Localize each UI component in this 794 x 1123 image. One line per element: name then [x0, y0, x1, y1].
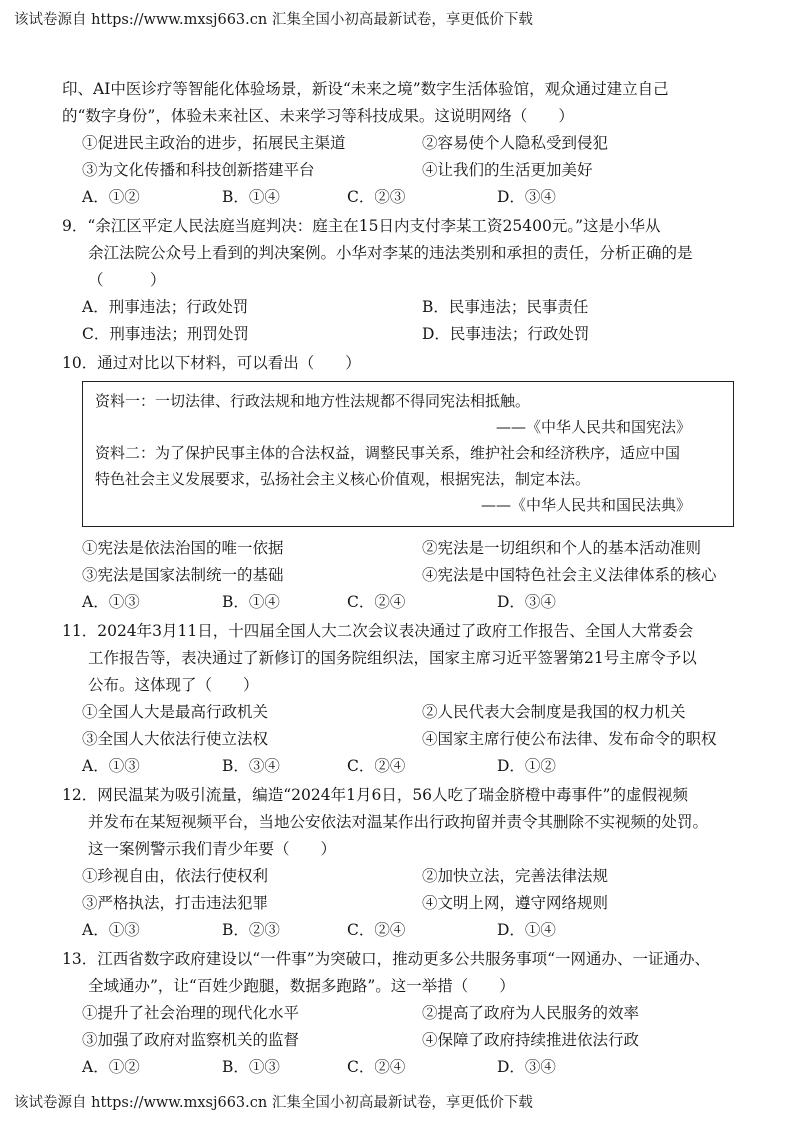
statement-1: ①全国人大是最高行政机关 [82, 703, 269, 721]
statement-3: ③加强了政府对监察机关的监督 [82, 1031, 300, 1049]
footer-watermark-banner: 该试卷源自 https://www.mxsj663.cn 汇集全国小初高最新试卷，享更低价下载 [14, 1095, 533, 1111]
choice-a: A．①③ [82, 593, 140, 611]
choice-a: A．刑事违法；行政处罚 [82, 298, 249, 316]
statement-2: ②提高了政府为人民服务的效率 [422, 1004, 640, 1022]
choice-b: B．③④ [222, 757, 280, 775]
question-12-stem-line-3: 这一案例警示我们青少年要（ ） [88, 840, 337, 858]
statement-4: ④国家主席行使公布法律、发布命令的职权 [422, 730, 717, 748]
question-10 [62, 350, 752, 616]
statement-1: ①促进民主政治的进步，拓展民主渠道 [82, 134, 346, 152]
question-12-stem-line-1: 12．网民温某为吸引流量，编造“2024年1月6日，56人吃了瑞金脐橙中毒事件”的虚假视频 [62, 786, 688, 804]
choice-b: B．民事违法；民事责任 [422, 298, 589, 316]
question-8-statements [62, 130, 752, 184]
question-11 [62, 618, 752, 780]
choice-a: A．①③ [82, 921, 140, 939]
question-12-stem-line-2: 并发布在某短视频平台，当地公安依法对温某作出行政拘留并责令其删除不实视频的处罚。 [88, 813, 709, 831]
question-12-choices [62, 917, 752, 944]
choice-c: C．②④ [347, 757, 406, 775]
question-8 [62, 76, 752, 211]
statement-4: ④宪法是中国特色社会主义法律体系的核心 [422, 566, 717, 584]
question-12-statements [62, 863, 752, 917]
statement-1: ①提升了社会治理的现代化水平 [82, 1004, 300, 1022]
question-11-stem-line-3: 公布。这体现了（ ） [88, 676, 259, 694]
question-8-stem-line-2: 的“数字身份”，体验未来社区、未来学习等科技成果。这说明网络（ ） [62, 107, 574, 125]
question-10-choices [62, 589, 752, 616]
choice-c: C．②④ [347, 593, 406, 611]
statement-1: ①珍视自由，依法行使权利 [82, 867, 269, 885]
statement-2: ②人民代表大会制度是我国的权力机关 [422, 703, 686, 721]
question-9 [62, 213, 752, 348]
question-13-choices [62, 1054, 752, 1081]
choice-c: C．②③ [347, 188, 406, 206]
statement-1: ①宪法是依法治国的唯一依据 [82, 539, 284, 557]
question-11-stem-line-1: 11．2024年3月11日，十四届全国人大二次会议表决通过了政府工作报告、全国人大常委会 [62, 622, 694, 640]
question-11-choices [62, 753, 752, 780]
choice-d: D．①② [497, 757, 556, 775]
question-11-stem-line-2: 工作报告等，表决通过了新修订的国务院组织法，国家主席习近平签署第21号主席令予以 [88, 649, 697, 667]
question-9-choices [62, 294, 752, 348]
material-2-text-line-1: 资料二：为了保护民事主体的合法权益，调整民事关系，维护社会和经济秩序，适应中国 [95, 444, 681, 462]
choice-c: C．②④ [347, 921, 406, 939]
statement-3: ③为文化传播和科技创新搭建平台 [82, 161, 315, 179]
header-watermark-banner: 该试卷源自 https://www.mxsj663.cn 汇集全国小初高最新试卷，享更低价下载 [14, 12, 533, 28]
question-13-statements [62, 1000, 752, 1054]
statement-4: ④文明上网，遵守网络规则 [422, 894, 609, 912]
choice-a: A．①② [82, 1058, 140, 1076]
question-8-stem-line-1: 印、AI中医诊疗等智能化体验场景，新设“未来之境”数字生活体验馆，观众通过建立自己 [62, 80, 669, 98]
choice-a: A．①③ [82, 757, 140, 775]
question-8-choices [62, 184, 752, 211]
statement-4: ④让我们的生活更加美好 [422, 161, 593, 179]
question-13-stem-line-2: 全域通办”，让“百姓少跑腿，数据多跑路”。这一举措（ ） [88, 977, 515, 995]
material-2-source: ——《中华人民共和国民法典》 [480, 496, 691, 514]
question-13 [62, 946, 752, 1081]
question-10-statements [62, 535, 752, 589]
statement-2: ②加快立法，完善法律法规 [422, 867, 609, 885]
material-box [82, 381, 734, 527]
choice-c: C．②④ [347, 1058, 406, 1076]
statement-3: ③宪法是国家法制统一的基础 [82, 566, 284, 584]
statement-3: ③全国人大依法行使立法权 [82, 730, 269, 748]
material-1-source: ——《中华人民共和国宪法》 [495, 418, 691, 436]
statement-3: ③严格执法，打击违法犯罪 [82, 894, 269, 912]
choice-b: B．①④ [222, 593, 280, 611]
choice-a: A．①② [82, 188, 140, 206]
choice-d: D．③④ [497, 1058, 556, 1076]
question-9-stem-line-3: （ ） [88, 271, 166, 289]
choice-b: B．②③ [222, 921, 280, 939]
choice-b: B．①④ [222, 188, 280, 206]
choice-d: D．①④ [497, 921, 556, 939]
statement-4: ④保障了政府持续推进依法行政 [422, 1031, 640, 1049]
choice-c: C．刑事违法；刑罚处罚 [82, 325, 249, 343]
question-11-statements [62, 699, 752, 753]
choice-d: D．③④ [497, 593, 556, 611]
choice-d: D．民事违法；行政处罚 [422, 325, 590, 343]
exam-content [62, 76, 752, 1081]
choice-d: D．③④ [497, 188, 556, 206]
question-9-stem-line-2: 余江法院公众号上看到的判决案例。小华对李某的违法类别和承担的责任，分析正确的是 [88, 244, 693, 262]
question-12 [62, 782, 752, 944]
material-1-text: 资料一：一切法律、行政法规和地方性法规都不得同宪法相抵触。 [95, 392, 531, 410]
question-13-stem-line-1: 13．江西省数字政府建设以“一件事”为突破口，推动更多公共服务事项“一网通办、一证通办、 [62, 950, 710, 968]
material-2-text-line-2: 特色社会主义发展要求，弘扬社会主义核心价值观，根据宪法，制定本法。 [95, 470, 591, 488]
statement-2: ②宪法是一切组织和个人的基本活动准则 [422, 539, 702, 557]
choice-b: B．①③ [222, 1058, 280, 1076]
statement-2: ②容易使个人隐私受到侵犯 [422, 134, 609, 152]
question-9-stem-line-1: 9．“余江区平定人民法庭当庭判决：庭主在15日内支付李某工资25400元。”这是小华从 [62, 217, 661, 235]
question-10-stem: 10．通过对比以下材料，可以看出（ ） [62, 354, 361, 372]
